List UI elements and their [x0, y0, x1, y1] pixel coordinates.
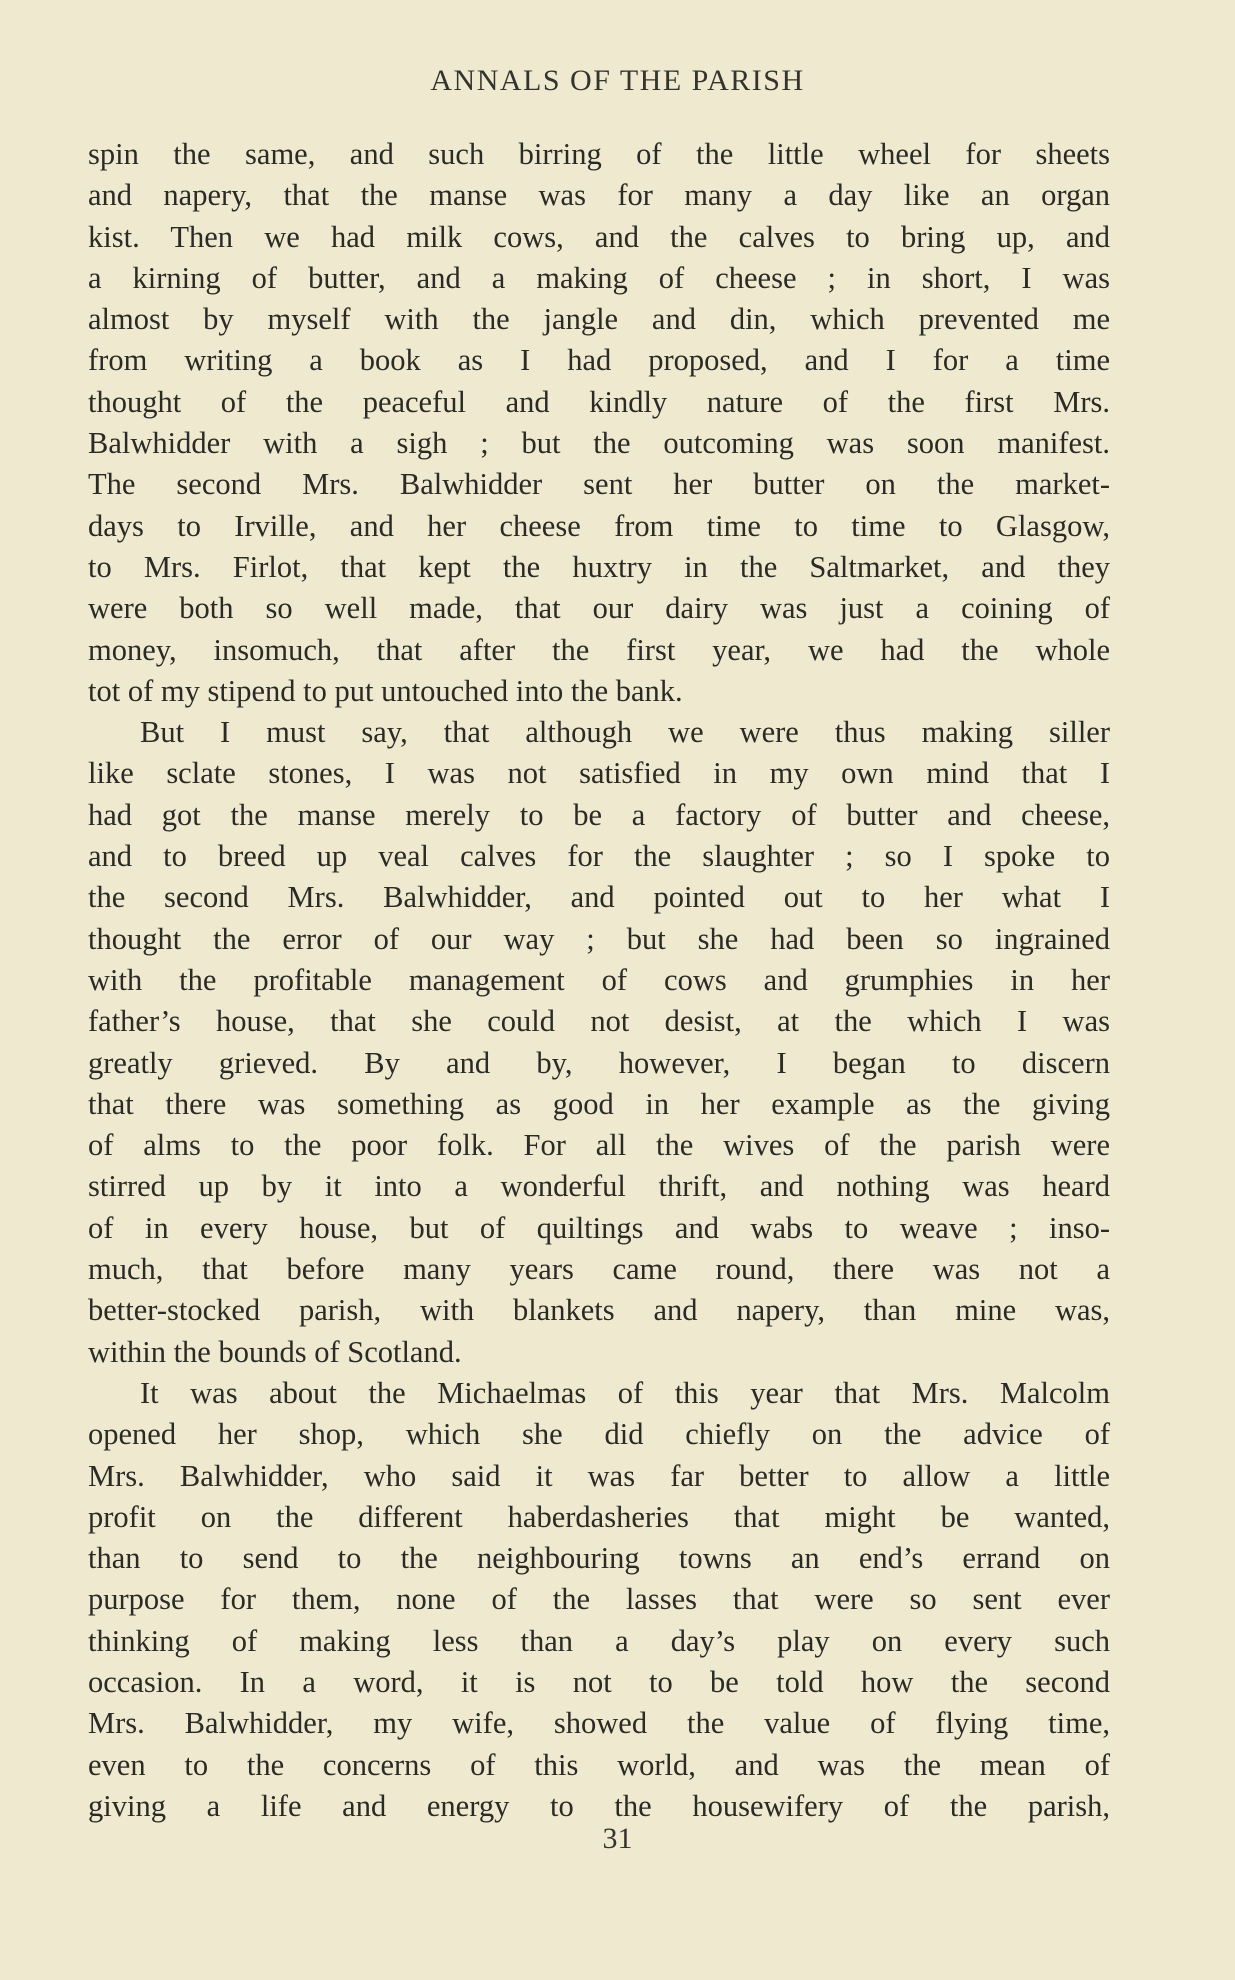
text-line: giving a life and energy to the housewifery of the parish,	[88, 1788, 1110, 1823]
text-line: But I must say, that although we were thus making siller	[140, 715, 1110, 750]
text-line: that there was something as good in her example as the giving	[88, 1086, 1110, 1121]
text-line: and to breed up veal calves for the slaughter ; so I spoke to	[88, 839, 1110, 874]
text-line: greatly grieved. By and by, however, I began to discern	[88, 1045, 1110, 1080]
text-line: much, that before many years came round, there was not a	[88, 1252, 1110, 1287]
running-head: ANNALS OF THE PARISH	[430, 64, 805, 97]
body-text	[88, 134, 1110, 1827]
text-line: tot of my stipend to put untouched into the bank.	[88, 673, 683, 708]
text-line: kist. Then we had milk cows, and the calves to bring up, and	[88, 219, 1110, 254]
text-line: the second Mrs. Balwhidder, and pointed out to her what I	[88, 880, 1110, 915]
text-line: days to Irville, and her cheese from time to time to Glasgow,	[88, 508, 1110, 543]
text-line: thinking of making less than a day’s play on every such	[88, 1623, 1110, 1658]
text-line: thought of the peaceful and kindly nature of the first Mrs.	[88, 384, 1110, 419]
text-line: better-stocked parish, with blankets and napery, than mine was,	[88, 1293, 1110, 1328]
text-line: occasion. In a word, it is not to be told how the second	[88, 1664, 1110, 1699]
text-line: thought the error of our way ; but she had been so ingrained	[88, 921, 1110, 956]
text-line: purpose for them, none of the lasses that were so sent ever	[88, 1582, 1110, 1617]
text-line: like sclate stones, I was not satisfied in my own mind that I	[88, 756, 1110, 791]
text-line: money, insomuch, that after the first year, we had the whole	[88, 632, 1110, 667]
text-line: stirred up by it into a wonderful thrift, and nothing was heard	[88, 1169, 1110, 1204]
text-line: to Mrs. Firlot, that kept the huxtry in the Saltmarket, and they	[88, 549, 1110, 584]
text-line: It was about the Michaelmas of this year that Mrs. Malcolm	[140, 1375, 1110, 1410]
text-line: Mrs. Balwhidder, who said it was far better to allow a little	[88, 1458, 1110, 1493]
text-line: almost by myself with the jangle and din, which prevented me	[88, 302, 1110, 337]
text-line: a kirning of butter, and a making of cheese ; in short, I was	[88, 260, 1110, 295]
text-line: from writing a book as I had proposed, and I for a time	[88, 343, 1110, 378]
text-line: profit on the different haberdasheries that might be wanted,	[88, 1499, 1110, 1534]
text-line: with the profitable management of cows and grumphies in her	[88, 962, 1110, 997]
text-line: were both so well made, that our dairy was just a coining of	[88, 591, 1110, 626]
text-line: The second Mrs. Balwhidder sent her butter on the market-	[88, 467, 1110, 502]
text-line: opened her shop, which she did chiefly on the advice of	[88, 1417, 1110, 1452]
text-line: even to the concerns of this world, and was the mean of	[88, 1747, 1110, 1782]
text-line: and napery, that the manse was for many a day like an organ	[88, 178, 1110, 213]
text-line: spin the same, and such birring of the little wheel for sheets	[88, 137, 1110, 171]
text-line: Mrs. Balwhidder, my wife, showed the value of flying time,	[88, 1706, 1110, 1741]
text-line: than to send to the neighbouring towns an end’s errand on	[88, 1541, 1110, 1576]
text-line: of alms to the poor folk. For all the wives of the parish were	[88, 1128, 1110, 1163]
text-line: had got the manse merely to be a factory of butter and cheese,	[88, 797, 1110, 832]
page-number: 31	[602, 1822, 633, 1855]
text-line: of in every house, but of quiltings and wabs to weave ; inso-	[88, 1210, 1110, 1245]
text-line: within the bounds of Scotland.	[88, 1334, 462, 1369]
text-line: Balwhidder with a sigh ; but the outcoming was soon manifest.	[88, 426, 1110, 461]
text-line: father’s house, that she could not desist, at the which I was	[88, 1004, 1110, 1039]
